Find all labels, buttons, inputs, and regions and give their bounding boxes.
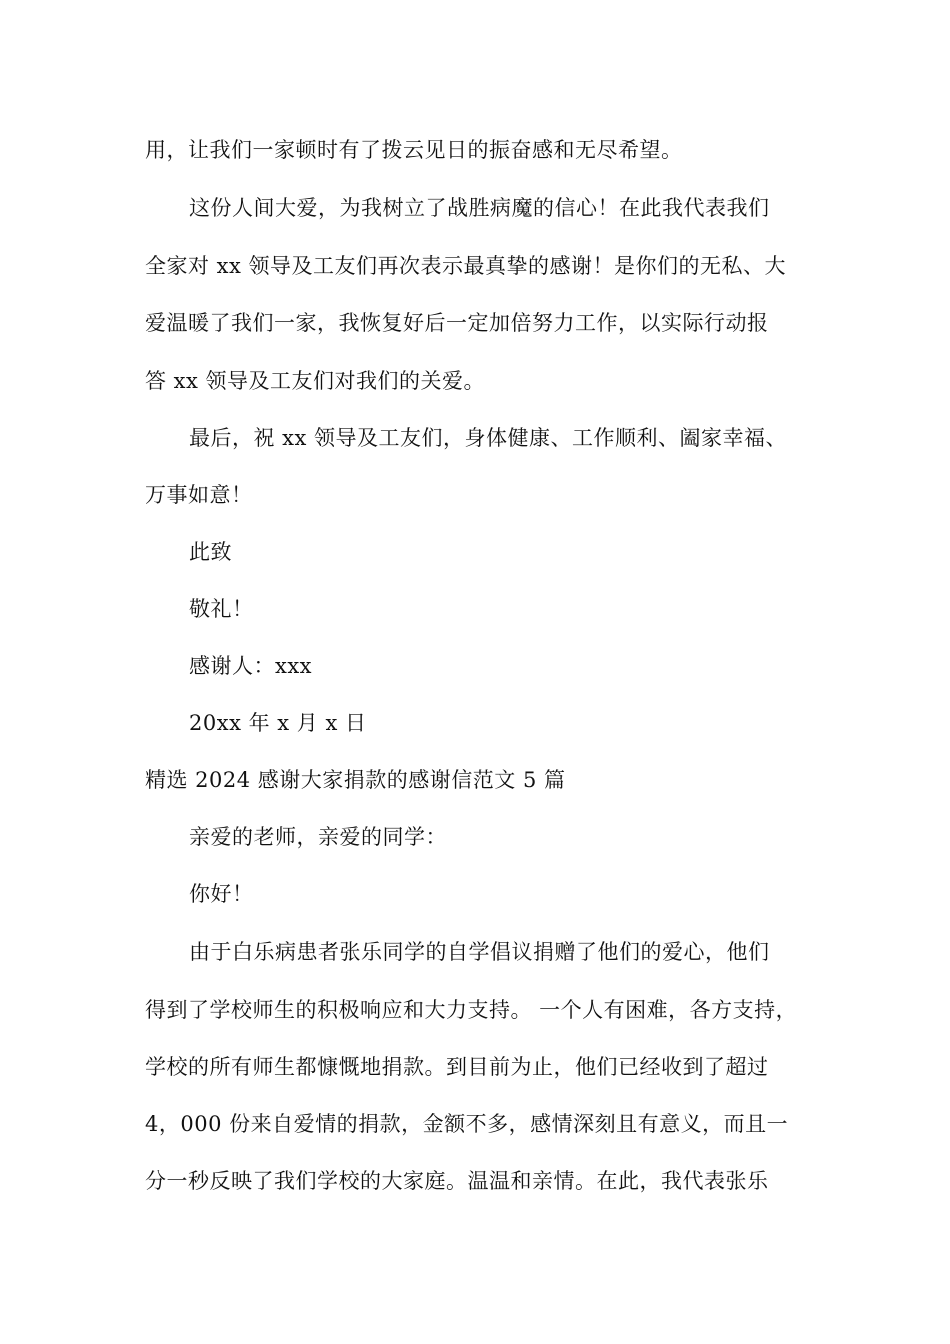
text-line: 全家对 xx 领导及工友们再次表示最真挚的感谢！是你们的无私、大	[145, 254, 787, 278]
text-line: 答 xx 领导及工友们对我们的关爱。	[145, 369, 486, 393]
text-line: 分一秒反映了我们学校的大家庭。温温和亲情。在此，我代表张乐	[145, 1169, 769, 1193]
text-line: 得到了学校师生的积极响应和大力支持。 一个人有困难，各方支持，	[145, 998, 798, 1022]
text-line: 万事如意！	[145, 483, 253, 507]
greeting-hello: 你好！	[189, 882, 254, 906]
section-title: 精选 2024 感谢大家捐款的感谢信范文 5 篇	[145, 768, 566, 792]
text-line: 由于白乐病患者张乐同学的自学倡议捐赠了他们的爱心，他们	[189, 940, 770, 964]
closing-salutation: 此致	[189, 540, 232, 564]
text-line: 用，让我们一家顿时有了拨云见日的振奋感和无尽希望。	[145, 138, 683, 162]
text-line: 最后，祝 xx 领导及工友们，身体健康、工作顺利、阖家幸福、	[189, 426, 788, 450]
closing-regards: 敬礼！	[189, 597, 254, 621]
signature: 感谢人：xxx	[189, 654, 313, 678]
date: 20xx 年 x 月 x 日	[189, 711, 367, 735]
text-line: 这份人间大爱，为我树立了战胜病魔的信心！在此我代表我们	[189, 196, 770, 220]
text-line: 4，000 份来自爱情的捐款，金额不多，感情深刻且有意义，而且一	[145, 1112, 789, 1136]
text-line: 学校的所有师生都慷慨地捐款。到目前为止，他们已经收到了超过	[145, 1055, 769, 1079]
greeting: 亲爱的老师，亲爱的同学：	[189, 825, 447, 849]
text-line: 爱温暖了我们一家，我恢复好后一定加倍努力工作，以实际行动报	[145, 311, 769, 335]
